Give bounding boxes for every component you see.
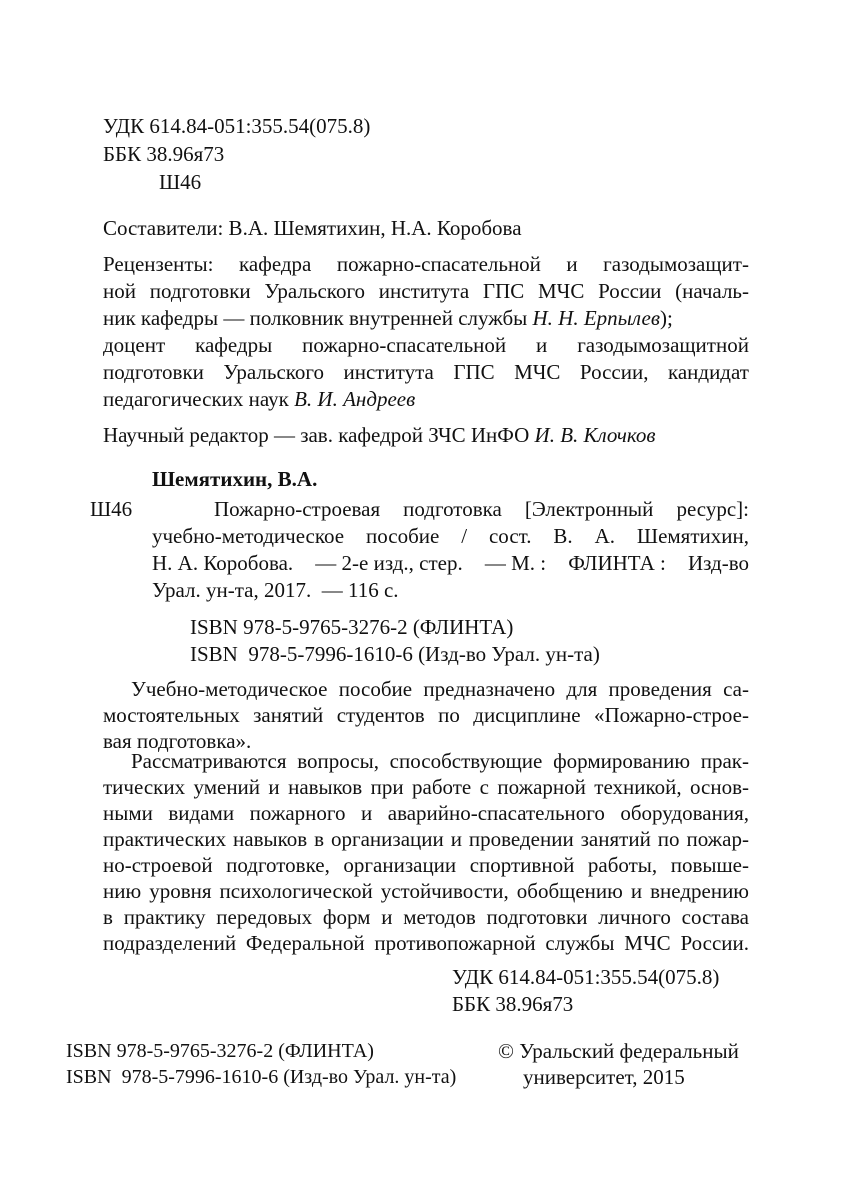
reviewers-line-4 (103, 332, 749, 359)
word: В. (553, 524, 573, 548)
copyright-line-1: © Уральский федеральный (498, 1039, 739, 1063)
reviewers-line-2: ной подготовки Уральского института ГПС МЧС России (началь- (103, 279, 749, 303)
abstract-p2-line-8: подразделений Федеральной противопожарной службы МЧС России. (103, 931, 749, 955)
editor-name: И. В. Клочков (534, 423, 656, 447)
abstract-p2-line-1: Рассматриваются вопросы, способствующие формированию прак- (131, 749, 749, 773)
catalog-line-2 (152, 523, 749, 550)
word: доцент (103, 333, 166, 357)
catalog-isbn-2: ISBN 978-5-7996-1610-6 (Изд-во Урал. ун-та) (190, 642, 600, 666)
word: Пожарно-строевая (214, 497, 381, 521)
word: и (536, 333, 548, 357)
word: пособие (365, 524, 440, 548)
word: кандидат (667, 360, 749, 384)
word: пожарно-спасательной (336, 252, 541, 276)
word: [Электронный (524, 497, 654, 521)
reviewers-line-3-end: ); (660, 306, 673, 330)
compilers-line: Составители: В.А. Шемятихин, Н.А. Коробова (103, 216, 522, 240)
bbk-code-bottom: ББК 38.96я73 (452, 992, 574, 1016)
word: и (566, 252, 578, 276)
word: / (461, 524, 468, 548)
footer-isbn-2: ISBN 978-5-7996-1610-6 (Изд-во Урал. ун-та) (66, 1066, 457, 1088)
reviewers-line-5 (103, 359, 749, 386)
word: Шемятихин, (636, 524, 749, 548)
catalog-line-3 (152, 550, 749, 577)
abstract-p1-line-2: мостоятельных занятий студентов по дисциплине «Пожарно-строе- (103, 703, 749, 727)
abstract-p2-line-5: но-строевой подготовке, организации спортивной работы, повыше- (103, 853, 749, 877)
catalog-line-4: Урал. ун-та, 2017. — 116 с. (152, 578, 399, 602)
word: газодымозащитной (577, 333, 749, 357)
reviewers-line-3-text: ник кафедры — полковник внутренней службы (103, 306, 533, 330)
word: ГПС (453, 360, 495, 384)
word: ресурс]: (676, 497, 749, 521)
word: кафедры (195, 333, 273, 357)
word: Рецензенты: (103, 252, 214, 276)
reviewers-line-6-text: педагогических наук (103, 387, 295, 411)
udk-code-bottom: УДК 614.84-051:355.54(075.8) (452, 965, 720, 989)
word: России, (579, 360, 649, 384)
word: Н. А. Коробова. (152, 551, 294, 575)
catalog-author-heading: Шемятихин, В.А. (152, 467, 318, 491)
abstract-p1-line-3: вая подготовка». (103, 729, 252, 753)
catalog-line-1 (214, 496, 749, 523)
abstract-p2-line-7: в практику передовых форм и методов подготовки личного состава (103, 905, 749, 929)
author-mark-top: Ш46 (159, 170, 202, 194)
abstract-p1-line-1: Учебно-методическое пособие предназначено для проведения са- (131, 677, 749, 701)
word: кафедра (239, 252, 312, 276)
bbk-code-top: ББК 38.96я73 (103, 142, 225, 166)
copyright-line-2: университет, 2015 (523, 1065, 685, 1089)
word: — М. : (484, 551, 547, 575)
footer-isbn-1: ISBN 978-5-9765-3276-2 (ФЛИНТА) (66, 1040, 374, 1062)
word: — 2-е изд., стер. (315, 551, 463, 575)
scientific-editor-line (103, 422, 656, 449)
abstract-p2-line-4: практических навыков в организации и проведении занятий по пожар- (103, 827, 749, 851)
word: газодымозащит- (603, 252, 749, 276)
word: МЧС (514, 360, 561, 384)
abstract-p2-line-2: тических умений и навыков при работе с пожарной техникой, основ- (103, 775, 749, 799)
reviewers-line-3 (103, 305, 673, 332)
reviewers-line-6 (103, 386, 415, 413)
word: подготовка (403, 497, 502, 521)
catalog-isbn-1: ISBN 978-5-9765-3276-2 (ФЛИНТА) (190, 615, 514, 639)
editor-text: Научный редактор — зав. кафедрой ЗЧС ИнФО (103, 423, 535, 447)
word: Изд-во (687, 551, 749, 575)
word: сост. (488, 524, 532, 548)
word: подготовки (103, 360, 204, 384)
catalog-mark: Ш46 (90, 497, 133, 521)
word: А. (594, 524, 615, 548)
udk-code-top: УДК 614.84-051:355.54(075.8) (103, 114, 371, 138)
reviewer-name-andreev: В. И. Андреев (294, 387, 416, 411)
word: ФЛИНТА : (568, 551, 666, 575)
word: Уральского (223, 360, 324, 384)
word: учебно-методическое (152, 524, 345, 548)
word: института (343, 360, 434, 384)
reviewer-name-erpylev: Н. Н. Ерпылев (532, 306, 660, 330)
word: пожарно-спасательной (302, 333, 507, 357)
abstract-p2-line-3: ными видами пожарного и аварийно-спасательного оборудования, (103, 801, 749, 825)
abstract-p2-line-6: нию уровня психологической устойчивости, обобщению и внедрению (103, 879, 749, 903)
reviewers-line-1 (103, 251, 749, 278)
